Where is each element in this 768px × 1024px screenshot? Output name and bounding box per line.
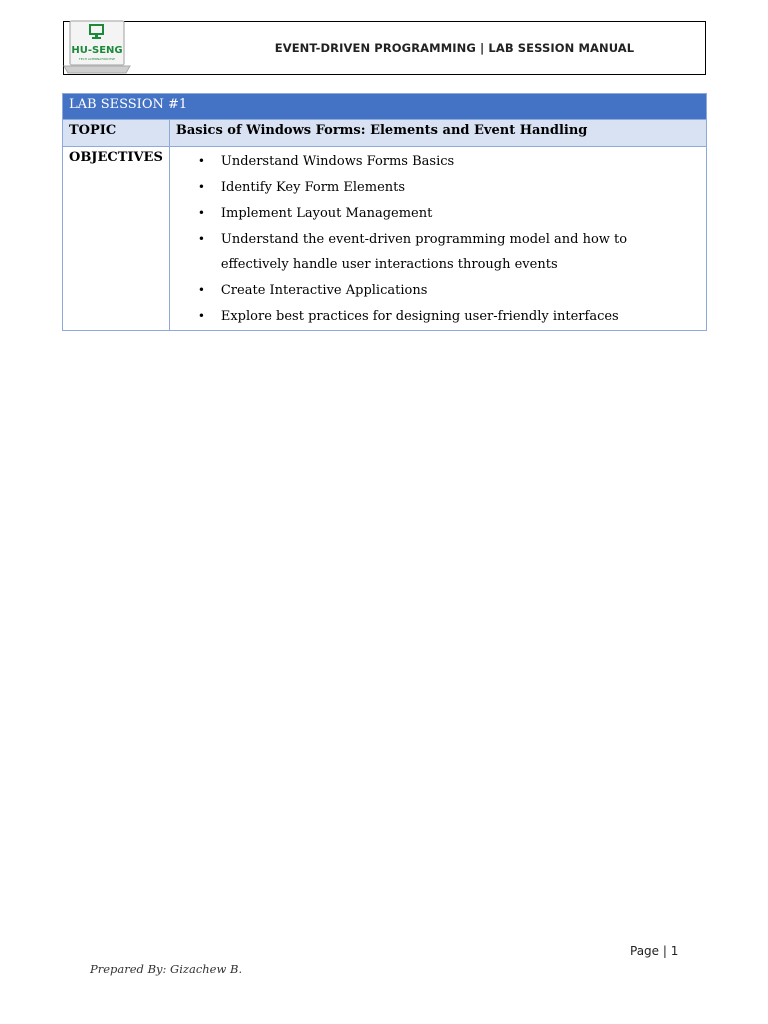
- bullet-icon: •: [197, 232, 205, 246]
- topic-label: TOPIC: [63, 120, 170, 147]
- document-title: EVENT-DRIVEN PROGRAMMING | LAB SESSION MANUAL: [274, 41, 635, 55]
- bullet-icon: •: [197, 206, 205, 220]
- objective-item: [170, 304, 706, 329]
- objective-text: Understand Windows Forms Basics: [220, 154, 455, 169]
- topic-value: Basics of Windows Forms: Elements and Event Handling: [169, 120, 706, 147]
- lab-session-table: [62, 93, 707, 331]
- session-header-row: [63, 94, 707, 120]
- bullet-icon: •: [197, 283, 205, 297]
- logo-subtext: TECH ALTERNATION ESE: [78, 57, 116, 61]
- objective-item: [170, 227, 706, 277]
- objective-item: [170, 201, 706, 226]
- objective-text: Implement Layout Management: [220, 206, 433, 221]
- objectives-list: [170, 147, 706, 329]
- bullet-icon: •: [197, 309, 205, 323]
- objective-item: [170, 149, 706, 174]
- prepared-by: Prepared By: Gizachew B.: [90, 962, 243, 976]
- objective-text: Understand the event-driven programming model and how to effectively handle user interactions through events: [220, 232, 628, 272]
- objectives-row: [63, 147, 707, 331]
- logo-text: HU-SENG: [71, 45, 123, 56]
- objective-text: Explore best practices for designing user-friendly interfaces: [220, 309, 619, 324]
- objective-item: [170, 175, 706, 200]
- objective-text: Create Interactive Applications: [220, 283, 428, 298]
- bullet-icon: •: [197, 154, 205, 168]
- bullet-icon: •: [197, 180, 205, 194]
- objective-text: Identify Key Form Elements: [220, 180, 406, 195]
- objectives-label: OBJECTIVES: [63, 147, 170, 331]
- page-number: Page | 1: [630, 944, 679, 958]
- session-title: LAB SESSION #1: [63, 94, 707, 120]
- topic-row: [63, 120, 707, 147]
- objective-item: [170, 278, 706, 303]
- objectives-cell: [169, 147, 706, 331]
- header-box: [63, 21, 706, 75]
- hu-seng-logo: [62, 19, 132, 77]
